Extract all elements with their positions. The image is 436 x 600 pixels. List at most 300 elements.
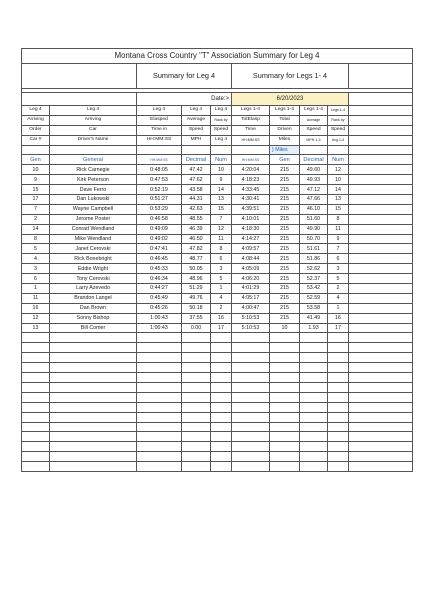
blank-cell[interactable] — [270, 392, 300, 402]
data-cell[interactable]: 10 — [211, 165, 232, 175]
blank-cell[interactable] — [50, 462, 137, 472]
data-cell[interactable]: 52.37 — [300, 274, 328, 284]
data-cell[interactable]: 10 — [328, 175, 349, 185]
blank-cell[interactable] — [300, 343, 328, 353]
data-cell[interactable]: 215 — [270, 214, 300, 224]
blank-cell[interactable] — [349, 392, 413, 402]
data-cell[interactable]: 0:47:41 — [137, 244, 182, 254]
driver-name-cell[interactable]: Bill Comer — [50, 323, 137, 333]
blank-cell[interactable] — [50, 412, 137, 422]
blank-cell[interactable] — [300, 462, 328, 472]
blank-cell[interactable] — [50, 343, 137, 353]
blank-cell[interactable] — [182, 353, 211, 363]
data-cell[interactable]: 49.93 — [300, 175, 328, 185]
data-cell[interactable]: 50.05 — [182, 264, 211, 274]
blank-cell[interactable] — [328, 412, 349, 422]
blank-cell[interactable] — [232, 343, 270, 353]
blank-cell[interactable] — [328, 402, 349, 412]
data-cell[interactable]: 0:51:27 — [137, 195, 182, 205]
data-cell[interactable]: 47.42 — [182, 165, 211, 175]
blank-cell[interactable] — [349, 214, 413, 224]
date-value[interactable]: 6/20/2023 — [232, 93, 349, 106]
blank-cell[interactable] — [50, 442, 137, 452]
blank-cell[interactable] — [328, 462, 349, 472]
data-cell[interactable]: 12 — [328, 165, 349, 175]
data-cell[interactable]: 50.70 — [300, 234, 328, 244]
blank-cell[interactable] — [349, 204, 413, 214]
blank-cell[interactable] — [270, 462, 300, 472]
data-cell[interactable]: 41.49 — [300, 313, 328, 323]
blank-cell[interactable] — [270, 422, 300, 432]
blank-cell[interactable] — [232, 353, 270, 363]
blank-cell[interactable] — [270, 333, 300, 343]
blank-cell[interactable] — [349, 382, 413, 392]
data-cell[interactable]: 4:00:47 — [232, 303, 270, 313]
data-cell[interactable]: 215 — [270, 234, 300, 244]
data-cell[interactable]: 13 — [22, 323, 50, 333]
blank-cell[interactable] — [349, 452, 413, 462]
data-cell[interactable]: 51.61 — [300, 244, 328, 254]
driver-name-cell[interactable]: Conrad Wendland — [50, 224, 137, 234]
data-cell[interactable]: 11 — [211, 234, 232, 244]
blank-cell[interactable] — [349, 462, 413, 472]
blank-cell[interactable] — [211, 462, 232, 472]
data-cell[interactable]: 7 — [22, 204, 50, 214]
blank-cell[interactable] — [22, 412, 50, 422]
blank-cell[interactable] — [22, 422, 50, 432]
data-cell[interactable]: 0:49:09 — [137, 224, 182, 234]
driver-name-cell[interactable]: Kirk Peterson — [50, 175, 137, 185]
data-cell[interactable]: 3 — [328, 264, 349, 274]
data-cell[interactable]: 2 — [22, 214, 50, 224]
blank-cell[interactable] — [300, 392, 328, 402]
driver-name-cell[interactable]: Mike Wendland — [50, 234, 137, 244]
data-cell[interactable]: 0:46:58 — [137, 214, 182, 224]
data-cell[interactable]: 4 — [211, 293, 232, 303]
data-cell[interactable]: 46.10 — [300, 204, 328, 214]
blank-cell[interactable] — [232, 333, 270, 343]
data-cell[interactable]: 50.18 — [182, 303, 211, 313]
data-cell[interactable]: 14 — [22, 224, 50, 234]
blank-cell[interactable] — [211, 392, 232, 402]
blank-cell[interactable] — [328, 343, 349, 353]
blank-cell[interactable] — [349, 422, 413, 432]
data-cell[interactable]: 8 — [328, 214, 349, 224]
driver-name-cell[interactable]: Rick Carnegie — [50, 165, 137, 175]
data-cell[interactable]: 17 — [328, 323, 349, 333]
data-cell[interactable]: 13 — [328, 195, 349, 205]
blank-cell[interactable] — [349, 363, 413, 373]
blank-cell[interactable] — [328, 422, 349, 432]
blank-cell[interactable] — [50, 382, 137, 392]
data-cell[interactable]: 1:00:43 — [137, 313, 182, 323]
data-cell[interactable]: 3 — [22, 264, 50, 274]
blank-cell[interactable] — [349, 234, 413, 244]
blank-cell[interactable] — [349, 343, 413, 353]
blank-cell[interactable] — [349, 165, 413, 175]
data-cell[interactable]: 13 — [211, 195, 232, 205]
blank-cell[interactable] — [182, 452, 211, 462]
data-cell[interactable]: 51.60 — [300, 214, 328, 224]
data-cell[interactable]: 51.29 — [182, 284, 211, 294]
data-cell[interactable]: 4:06:20 — [232, 274, 270, 284]
blank-cell[interactable] — [300, 412, 328, 422]
driver-name-cell[interactable]: Dave Ferro — [50, 185, 137, 195]
blank-cell[interactable] — [270, 432, 300, 442]
blank-cell[interactable] — [182, 422, 211, 432]
blank-cell[interactable] — [50, 402, 137, 412]
data-cell[interactable]: 4:09:57 — [232, 244, 270, 254]
blank-cell[interactable] — [22, 402, 50, 412]
data-cell[interactable]: 9 — [211, 175, 232, 185]
blank-cell[interactable] — [232, 363, 270, 373]
data-cell[interactable]: 4:10:01 — [232, 214, 270, 224]
driver-name-cell[interactable]: Wayne Campbell — [50, 204, 137, 214]
blank-cell[interactable] — [349, 402, 413, 412]
blank-cell[interactable] — [300, 353, 328, 363]
data-cell[interactable]: 37.55 — [182, 313, 211, 323]
blank-cell[interactable] — [22, 452, 50, 462]
data-cell[interactable]: 9 — [22, 175, 50, 185]
blank-cell[interactable] — [270, 373, 300, 383]
data-cell[interactable]: 48.77 — [182, 254, 211, 264]
blank-cell[interactable] — [211, 333, 232, 343]
data-cell[interactable]: 4:30:41 — [232, 195, 270, 205]
driver-name-cell[interactable]: Brandon Langel — [50, 293, 137, 303]
data-cell[interactable]: 0:45:49 — [137, 293, 182, 303]
data-cell[interactable]: 215 — [270, 274, 300, 284]
data-cell[interactable]: 46.50 — [182, 234, 211, 244]
driver-name-cell[interactable]: Eddie Wright — [50, 264, 137, 274]
data-cell[interactable]: 11 — [22, 293, 50, 303]
data-cell[interactable]: 215 — [270, 185, 300, 195]
blank-cell[interactable] — [211, 363, 232, 373]
blank-cell[interactable] — [22, 462, 50, 472]
data-cell[interactable]: 10 — [22, 165, 50, 175]
blank-cell[interactable] — [22, 373, 50, 383]
blank-cell[interactable] — [50, 422, 137, 432]
driver-name-cell[interactable]: Dan Lukowski — [50, 195, 137, 205]
blank-cell[interactable] — [182, 363, 211, 373]
blank-cell[interactable] — [211, 432, 232, 442]
data-cell[interactable]: 17 — [22, 195, 50, 205]
data-cell[interactable]: 2 — [211, 303, 232, 313]
data-cell[interactable]: 14 — [328, 185, 349, 195]
blank-cell[interactable] — [182, 432, 211, 442]
driver-name-cell[interactable]: Sonny Bishop — [50, 313, 137, 323]
blank-cell[interactable] — [300, 382, 328, 392]
blank-cell[interactable] — [349, 333, 413, 343]
blank-cell[interactable] — [328, 442, 349, 452]
data-cell[interactable]: 44.31 — [182, 195, 211, 205]
data-cell[interactable]: 52.59 — [300, 293, 328, 303]
driver-name-cell[interactable]: Janet Cerovski — [50, 244, 137, 254]
data-cell[interactable]: 8 — [22, 234, 50, 244]
data-cell[interactable]: 1:00:43 — [137, 323, 182, 333]
data-cell[interactable]: 4:05:09 — [232, 264, 270, 274]
blank-cell[interactable] — [50, 363, 137, 373]
data-cell[interactable]: 15 — [211, 204, 232, 214]
blank-cell[interactable] — [182, 343, 211, 353]
blank-cell[interactable] — [300, 432, 328, 442]
data-cell[interactable]: 16 — [22, 303, 50, 313]
blank-cell[interactable] — [137, 402, 182, 412]
blank-cell[interactable] — [22, 392, 50, 402]
blank-cell[interactable] — [300, 363, 328, 373]
data-cell[interactable]: 0.00 — [182, 323, 211, 333]
data-cell[interactable]: 215 — [270, 204, 300, 214]
data-cell[interactable]: 16 — [211, 313, 232, 323]
data-cell[interactable]: 48.96 — [182, 274, 211, 284]
data-cell[interactable]: 0:48:05 — [137, 165, 182, 175]
data-cell[interactable]: 215 — [270, 284, 300, 294]
blank-cell[interactable] — [182, 382, 211, 392]
blank-cell[interactable] — [300, 402, 328, 412]
data-cell[interactable]: 4:01:29 — [232, 284, 270, 294]
data-cell[interactable]: 17 — [211, 323, 232, 333]
data-cell[interactable]: 2 — [328, 284, 349, 294]
blank-cell[interactable] — [270, 363, 300, 373]
blank-cell[interactable] — [137, 432, 182, 442]
data-cell[interactable]: 215 — [270, 224, 300, 234]
data-cell[interactable]: 4 — [22, 254, 50, 264]
blank-cell[interactable] — [22, 333, 50, 343]
data-cell[interactable]: 12 — [211, 224, 232, 234]
data-cell[interactable]: 1 — [328, 303, 349, 313]
blank-cell[interactable] — [22, 363, 50, 373]
blank-cell[interactable] — [232, 392, 270, 402]
blank-cell[interactable] — [270, 353, 300, 363]
data-cell[interactable]: 5:10:53 — [232, 313, 270, 323]
data-cell[interactable]: 51.86 — [300, 254, 328, 264]
blank-cell[interactable] — [137, 422, 182, 432]
blank-cell[interactable] — [300, 373, 328, 383]
blank-cell[interactable] — [137, 333, 182, 343]
data-cell[interactable]: 14 — [211, 185, 232, 195]
data-cell[interactable]: 48.55 — [182, 214, 211, 224]
blank-cell[interactable] — [211, 452, 232, 462]
data-cell[interactable]: 0:45:33 — [137, 264, 182, 274]
data-cell[interactable]: 0:45:26 — [137, 303, 182, 313]
blank-cell[interactable] — [50, 353, 137, 363]
data-cell[interactable]: 8 — [211, 244, 232, 254]
blank-cell[interactable] — [232, 452, 270, 462]
blank-cell[interactable] — [137, 452, 182, 462]
data-cell[interactable]: 6 — [328, 254, 349, 264]
blank-cell[interactable] — [300, 442, 328, 452]
data-cell[interactable]: 47.62 — [182, 175, 211, 185]
blank-cell[interactable] — [137, 462, 182, 472]
data-cell[interactable]: 215 — [270, 195, 300, 205]
data-cell[interactable]: 7 — [328, 244, 349, 254]
data-cell[interactable]: 6 — [22, 274, 50, 284]
blank-cell[interactable] — [137, 392, 182, 402]
data-cell[interactable]: 215 — [270, 313, 300, 323]
blank-cell[interactable] — [349, 175, 413, 185]
blank-cell[interactable] — [232, 442, 270, 452]
data-cell[interactable]: 4:33:45 — [232, 185, 270, 195]
blank-cell[interactable] — [50, 333, 137, 343]
data-cell[interactable]: 49.90 — [300, 224, 328, 234]
data-cell[interactable]: 47.66 — [300, 195, 328, 205]
blank-cell[interactable] — [211, 422, 232, 432]
data-cell[interactable]: 215 — [270, 293, 300, 303]
blank-cell[interactable] — [328, 353, 349, 363]
blank-cell[interactable] — [22, 442, 50, 452]
data-cell[interactable]: 215 — [270, 165, 300, 175]
blank-cell[interactable] — [137, 343, 182, 353]
data-cell[interactable]: 0:53:29 — [137, 204, 182, 214]
blank-cell[interactable] — [50, 452, 137, 462]
data-cell[interactable]: 215 — [270, 254, 300, 264]
blank-cell[interactable] — [349, 373, 413, 383]
blank-cell[interactable] — [349, 303, 413, 313]
data-cell[interactable]: 7 — [211, 214, 232, 224]
driver-name-cell[interactable]: Rick Bonebright — [50, 254, 137, 264]
blank-cell[interactable] — [349, 412, 413, 422]
driver-name-cell[interactable]: Tony Cerovski — [50, 274, 137, 284]
blank-cell[interactable] — [328, 333, 349, 343]
data-cell[interactable]: 47.12 — [300, 185, 328, 195]
blank-cell[interactable] — [349, 432, 413, 442]
data-cell[interactable]: 12 — [22, 313, 50, 323]
blank-cell[interactable] — [182, 402, 211, 412]
data-cell[interactable]: 215 — [270, 303, 300, 313]
data-cell[interactable]: 0:44:27 — [137, 284, 182, 294]
blank-cell[interactable] — [182, 373, 211, 383]
data-cell[interactable]: 0:47:53 — [137, 175, 182, 185]
data-cell[interactable]: 5:10:53 — [232, 323, 270, 333]
data-cell[interactable]: 4:14:27 — [232, 234, 270, 244]
data-cell[interactable]: 1.93 — [300, 323, 328, 333]
blank-cell[interactable] — [211, 343, 232, 353]
data-cell[interactable]: 47.82 — [182, 244, 211, 254]
data-cell[interactable]: 15 — [22, 185, 50, 195]
data-cell[interactable]: 4:18:23 — [232, 175, 270, 185]
blank-cell[interactable] — [270, 343, 300, 353]
blank-cell[interactable] — [137, 382, 182, 392]
blank-cell[interactable] — [182, 462, 211, 472]
blank-cell[interactable] — [270, 442, 300, 452]
blank-cell[interactable] — [270, 402, 300, 412]
blank-cell[interactable] — [349, 323, 413, 333]
blank-cell[interactable] — [328, 363, 349, 373]
data-cell[interactable]: 0:46:34 — [137, 274, 182, 284]
data-cell[interactable]: 52.62 — [300, 264, 328, 274]
blank-cell[interactable] — [349, 284, 413, 294]
blank-cell[interactable] — [270, 412, 300, 422]
blank-cell[interactable] — [328, 392, 349, 402]
data-cell[interactable]: 15 — [328, 204, 349, 214]
blank-cell[interactable] — [232, 432, 270, 442]
blank-cell[interactable] — [137, 363, 182, 373]
blank-cell[interactable] — [232, 412, 270, 422]
data-cell[interactable]: 0:52:19 — [137, 185, 182, 195]
blank-cell[interactable] — [137, 373, 182, 383]
blank-cell[interactable] — [232, 373, 270, 383]
blank-cell[interactable] — [232, 462, 270, 472]
data-cell[interactable]: 6 — [211, 254, 232, 264]
data-cell[interactable]: 1 — [22, 284, 50, 294]
blank-cell[interactable] — [211, 353, 232, 363]
blank-cell[interactable] — [349, 264, 413, 274]
blank-cell[interactable] — [22, 353, 50, 363]
blank-cell[interactable] — [270, 452, 300, 462]
data-cell[interactable]: 53.58 — [300, 303, 328, 313]
blank-cell[interactable] — [349, 313, 413, 323]
blank-cell[interactable] — [50, 432, 137, 442]
driver-name-cell[interactable]: Dan Brown — [50, 303, 137, 313]
data-cell[interactable]: 215 — [270, 244, 300, 254]
data-cell[interactable]: 0:49:02 — [137, 234, 182, 244]
blank-cell[interactable] — [349, 353, 413, 363]
blank-cell[interactable] — [211, 373, 232, 383]
blank-cell[interactable] — [328, 373, 349, 383]
blank-cell[interactable] — [50, 392, 137, 402]
blank-cell[interactable] — [137, 442, 182, 452]
data-cell[interactable]: 215 — [270, 175, 300, 185]
blank-cell[interactable] — [232, 422, 270, 432]
data-cell[interactable]: 5 — [22, 244, 50, 254]
data-cell[interactable]: 43.58 — [182, 185, 211, 195]
blank-cell[interactable] — [349, 254, 413, 264]
data-cell[interactable]: 11 — [328, 224, 349, 234]
blank-cell[interactable] — [328, 382, 349, 392]
data-cell[interactable]: 4:05:17 — [232, 293, 270, 303]
blank-cell[interactable] — [22, 343, 50, 353]
data-cell[interactable]: 3 — [211, 264, 232, 274]
data-cell[interactable]: 42.63 — [182, 204, 211, 214]
blank-cell[interactable] — [270, 382, 300, 392]
data-cell[interactable]: 49.60 — [300, 165, 328, 175]
data-cell[interactable]: 4:18:30 — [232, 224, 270, 234]
data-cell[interactable]: 16 — [328, 313, 349, 323]
blank-cell[interactable] — [349, 185, 413, 195]
blank-cell[interactable] — [328, 432, 349, 442]
blank-cell[interactable] — [211, 442, 232, 452]
data-cell[interactable]: 0:46:45 — [137, 254, 182, 264]
blank-cell[interactable] — [349, 195, 413, 205]
blank-cell[interactable] — [349, 224, 413, 234]
data-cell[interactable]: 4:39:51 — [232, 204, 270, 214]
data-cell[interactable]: 4 — [328, 293, 349, 303]
blank-cell[interactable] — [349, 293, 413, 303]
data-cell[interactable]: 5 — [328, 274, 349, 284]
data-cell[interactable]: 46.39 — [182, 224, 211, 234]
blank-cell[interactable] — [328, 452, 349, 462]
blank-cell[interactable] — [50, 373, 137, 383]
driver-name-cell[interactable]: Larry Azevedo — [50, 284, 137, 294]
blank-cell[interactable] — [232, 402, 270, 412]
data-cell[interactable]: 53.42 — [300, 284, 328, 294]
blank-cell[interactable] — [137, 412, 182, 422]
blank-cell[interactable] — [349, 244, 413, 254]
blank-cell[interactable] — [211, 412, 232, 422]
blank-cell[interactable] — [211, 382, 232, 392]
blank-cell[interactable] — [182, 392, 211, 402]
data-cell[interactable]: 1 — [211, 284, 232, 294]
blank-cell[interactable] — [349, 274, 413, 284]
blank-cell[interactable] — [137, 353, 182, 363]
data-cell[interactable]: 49.76 — [182, 293, 211, 303]
blank-cell[interactable] — [232, 382, 270, 392]
data-cell[interactable]: 4:08:44 — [232, 254, 270, 264]
data-cell[interactable]: 9 — [328, 234, 349, 244]
driver-name-cell[interactable]: Jerome Poster — [50, 214, 137, 224]
data-cell[interactable]: 10 — [270, 323, 300, 333]
blank-cell[interactable] — [182, 412, 211, 422]
blank-cell[interactable] — [182, 442, 211, 452]
